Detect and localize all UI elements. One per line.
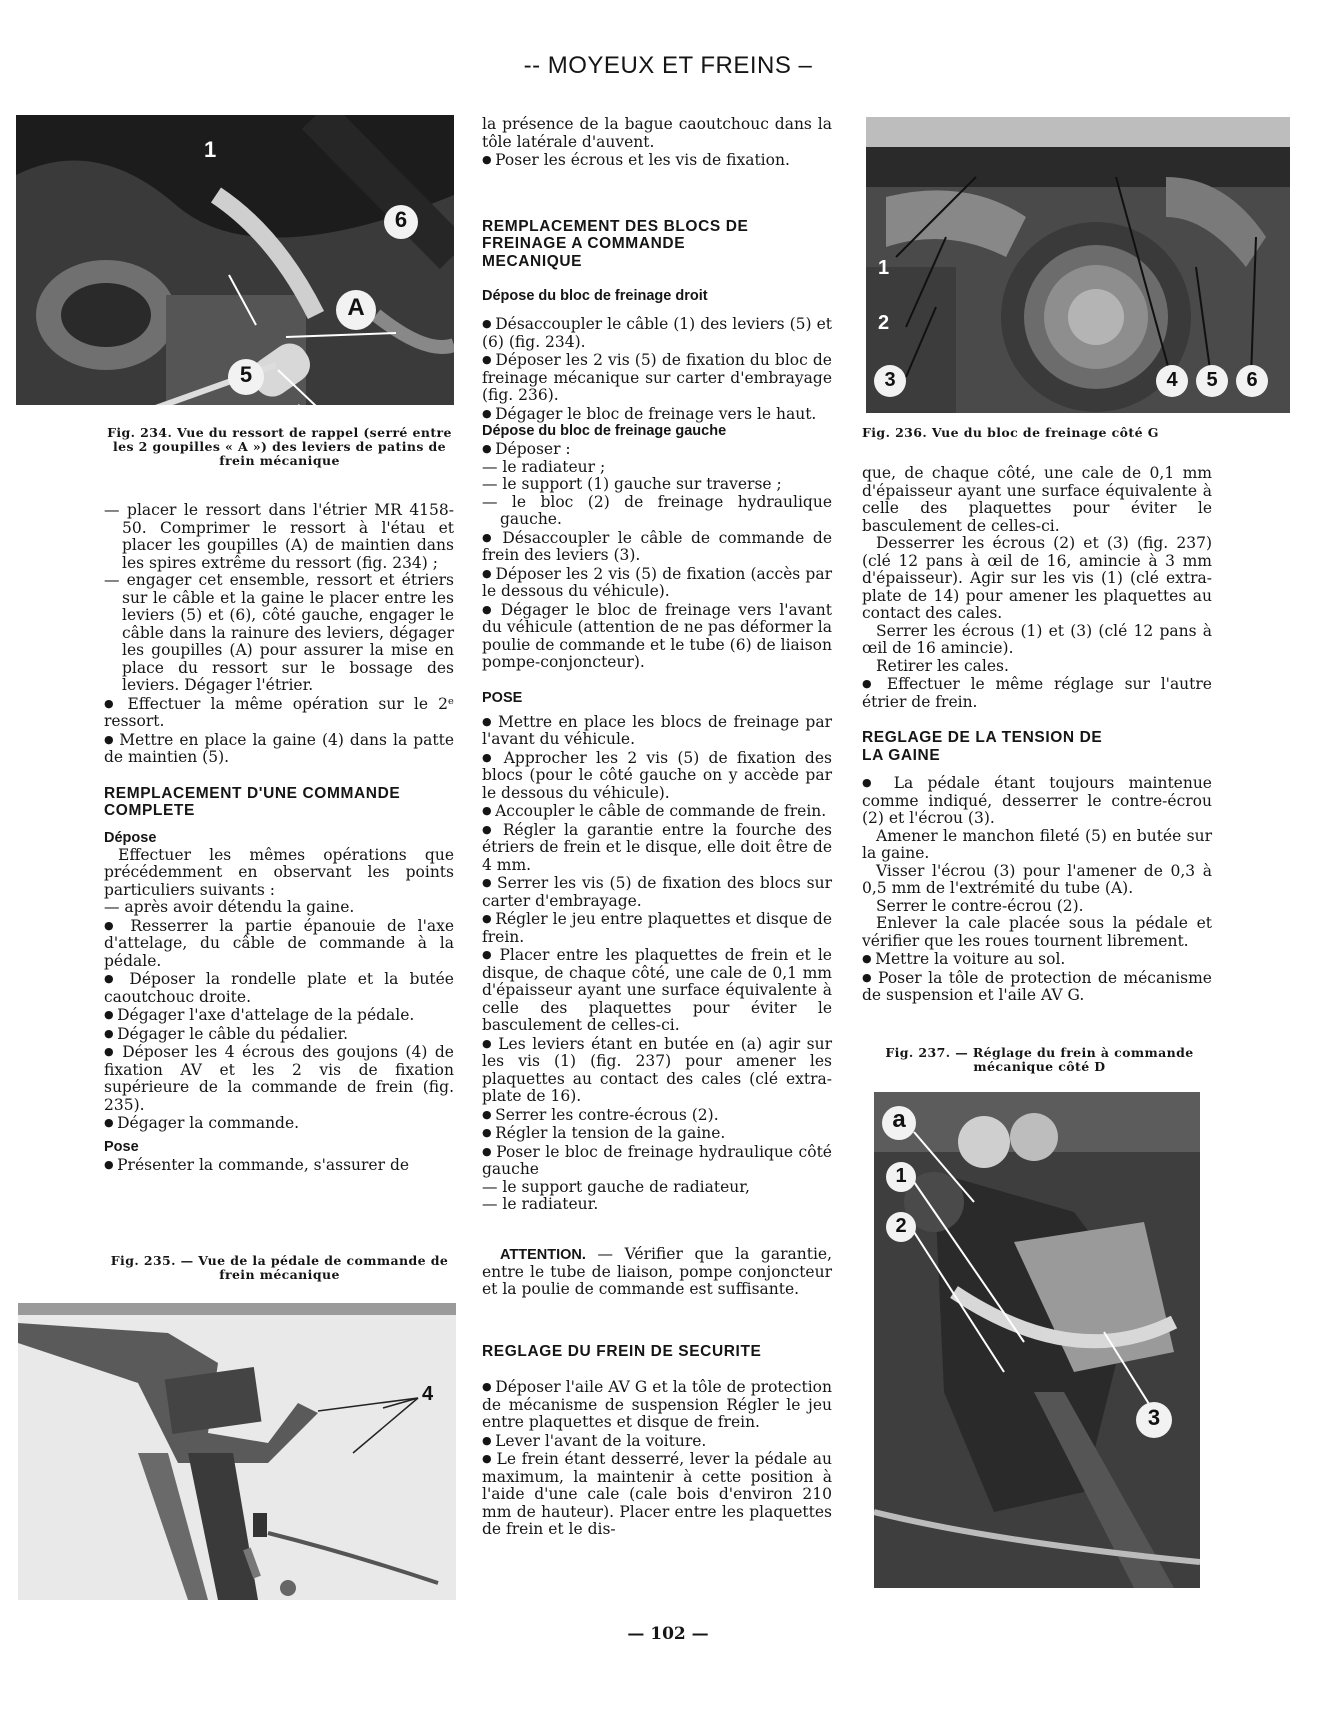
- list-item: — le support gauche de radiateur,: [482, 1177, 750, 1196]
- paragraph: Serrer les écrous (1) et (3) (clé 12 pans à œil de 16 amincie).: [862, 621, 1212, 657]
- section-heading: REGLAGE DE LA TENSION DE LA GAINE: [862, 729, 1103, 764]
- bullet-item: ● Dégager la commande.: [104, 1114, 454, 1133]
- paragraph: que, de chaque côté, une cale de 0,1 mm d'épaisseur ayant une surface équivalente à celle des plaquettes pour éviter le basculement de celles-ci.: [862, 464, 1212, 535]
- list-item: — le support (1) gauche sur traverse ;: [482, 475, 782, 493]
- list-item: — le bloc (2) de freinage hydraulique gauche.: [482, 492, 832, 528]
- fig237-label-3: 3: [1147, 1405, 1161, 1430]
- bullet-item: ● Présenter la commande, s'assurer de: [104, 1156, 454, 1175]
- section-heading: REMPLACEMENT DES BLOCS DE FREINAGE A COMMANDE MECANIQUE: [482, 217, 749, 270]
- paragraph: — placer le ressort dans l'étrier MR 4158-50. Comprimer le ressort à l'étau et placer les goupilles (A) de maintien dans les spires extrême du ressort (fig. 234) ;: [104, 501, 454, 572]
- paragraph: — après avoir détendu la gaine.: [104, 898, 355, 916]
- fig236-label-5: 5: [1206, 369, 1218, 391]
- fig237-label-2: 2: [895, 1215, 907, 1237]
- fig236-photo: [866, 117, 1290, 413]
- bullet-item: ● Mettre la voiture au sol.: [862, 950, 1212, 969]
- bullet-item: ● Dégager le câble du pédalier.: [104, 1025, 454, 1044]
- list-item: — le radiateur ;: [482, 457, 606, 476]
- bullet-item: ● Régler le jeu entre plaquettes et disque de frein.: [482, 910, 832, 946]
- fig234-caption: Fig. 234. Vue du ressort de rappel (serré entre les 2 goupilles « A ») des leviers de patins de frein mécanique: [107, 425, 452, 468]
- bullet-item: ● Lever l'avant de la voiture.: [482, 1432, 832, 1451]
- fig234-label-5: 5: [239, 362, 253, 387]
- fig237-photo: [874, 1092, 1200, 1588]
- bullet-item: ● Poser le bloc de freinage hydraulique côté gauche: [482, 1143, 832, 1179]
- subsection-heading: Pose: [104, 1138, 139, 1155]
- bullet-item: ● Effectuer le même réglage sur l'autre étrier de frein.: [862, 675, 1212, 711]
- bullet-item: ● Dégager le bloc de freinage vers le haut.: [482, 405, 832, 424]
- subsection-heading: Dépose: [104, 829, 157, 846]
- subsection-heading: POSE: [482, 689, 523, 706]
- bullet-item: ● Régler la tension de la gaine.: [482, 1124, 832, 1143]
- fig234-photo: [16, 115, 454, 405]
- fig236-caption: Fig. 236. Vue du bloc de freinage côté G: [862, 425, 1159, 440]
- fig236-label-3: 3: [884, 369, 896, 391]
- fig236-label-1: 1: [878, 257, 890, 279]
- bullet-item: ● Déposer les 4 écrous des goujons (4) de fixation AV et les 2 vis de fixation supérieure de la commande de frein (fig. 235).: [104, 1043, 454, 1114]
- paragraph: Visser l'écrou (3) pour l'amener de 0,3 à 0,5 mm de l'extrémité du tube (A).: [862, 861, 1212, 897]
- page-header: -- MOYEUX ET FREINS –: [523, 52, 813, 79]
- section-heading: REGLAGE DU FREIN DE SECURITE: [482, 1342, 762, 1360]
- column-middle: [482, 116, 832, 1539]
- bullet-item: ● Serrer les vis (5) de fixation des blocs sur carter d'embrayage.: [482, 874, 832, 910]
- section-heading: REMPLACEMENT D'UNE COMMANDE COMPLETE: [104, 784, 401, 819]
- bullet-item: ● Placer entre les plaquettes de frein et le disque, de chaque côté, une cale de 0,1 mm d'épaisseur ayant une surface équivalente à celle des plaquettes pour éviter le basculement de celles-ci.: [482, 946, 832, 1035]
- paragraph: Amener le manchon fileté (5) en butée sur la gaine.: [862, 826, 1212, 862]
- bullet-item: ● Régler la garantie entre la fourche des étriers de frein et le disque, elle doit être de 4 mm.: [482, 821, 832, 875]
- bullet-item: ● Dégager l'axe d'attelage de la pédale.: [104, 1006, 454, 1025]
- bullet-item: ● Dégager le bloc de freinage vers l'avant du véhicule (attention de ne pas déformer la poulie de commande et le tube (6) de liaison pompe-conjoncteur).: [482, 601, 832, 672]
- fig235-label-4: 4: [422, 1383, 434, 1405]
- bullet-item: ● Effectuer la même opération sur le 2ᵉ ressort.: [104, 695, 454, 731]
- bullet-item: ● Déposer l'aile AV G et la tôle de protection de mécanisme de suspension Régler le jeu entre plaquettes et disque de frein.: [482, 1378, 832, 1432]
- fig234-label-1: 1: [204, 137, 217, 162]
- subsection-heading: Dépose du bloc de freinage gauche: [482, 423, 727, 439]
- attention-note: [482, 1246, 832, 1299]
- fig236-label-6: 6: [1246, 369, 1258, 391]
- list-item: — le radiateur.: [482, 1195, 599, 1213]
- paragraph: Enlever la cale placée sous la pédale et vérifier que les roues tournent librement.: [862, 914, 1212, 950]
- page-number: — 102 —: [627, 1624, 709, 1644]
- fig234-label-a: A: [347, 294, 365, 321]
- fig237-label-1: 1: [895, 1165, 907, 1187]
- bullet-item: ● Désaccoupler le câble de commande de frein des leviers (3).: [482, 529, 832, 565]
- attention-text: — Vérifier que la garantie, entre le tube de liaison, pompe conjoncteur et la poulie de commande est suffisante.: [482, 1244, 833, 1298]
- bullet-item: ● Poser les écrous et les vis de fixation.: [482, 151, 832, 170]
- paragraph: Serrer le contre-écrou (2).: [876, 896, 1084, 915]
- fig236-label-2: 2: [878, 312, 890, 334]
- fig236-label-4: 4: [1166, 369, 1178, 391]
- bullet-item: ● Déposer les 2 vis (5) de fixation (accès par le dessous du véhicule).: [482, 565, 832, 601]
- column-left: [104, 502, 454, 1174]
- bullet-item: ● Les leviers étant en butée en (a) agir sur les vis (1) (fig. 237) pour amener les plaquettes au contact des cales (clé extra-plate de 16).: [482, 1035, 832, 1106]
- paragraph: — engager cet ensemble, ressort et étriers sur le câble et la gaine le placer entre les leviers (5) et (6), côté gauche, engager le câble dans la rainure des leviers, dégager les goupilles (A) pour assurer la mise en place du ressort sur le bossage des leviers. Dégager l'étrier.: [104, 571, 454, 694]
- bullet-item: ● Serrer les contre-écrous (2).: [482, 1106, 832, 1125]
- bullet-item: ● Déposer les 2 vis (5) de fixation du bloc de freinage mécanique sur carter d'embrayage (fig. 236).: [482, 351, 832, 405]
- bullet-item: ● Accoupler le câble de commande de frein.: [482, 802, 832, 821]
- paragraph: Retirer les cales.: [876, 656, 1009, 675]
- paragraph: la présence de la bague caoutchouc dans la tôle latérale d'auvent.: [482, 115, 832, 151]
- bullet-item: ● La pédale étant toujours maintenue comme indiqué, desserrer le contre-écrou (2) et l'écrou (3).: [862, 774, 1212, 828]
- bullet-item: ● Désaccoupler le câble (1) des leviers (5) et (6) (fig. 234).: [482, 315, 832, 351]
- bullet-item: ● Le frein étant desserré, lever la pédale au maximum, la maintenir à cette position à l'aide d'une cale (cale bois d'environ 210 mm de hauteur). Placer entre les plaquettes de frein et le dis-: [482, 1450, 832, 1539]
- bullet-item: ● Mettre en place les blocs de freinage par l'avant du véhicule.: [482, 713, 832, 749]
- bullet-item: ● Resserrer la partie épanouie de l'axe d'attelage, du câble de commande à la pédale.: [104, 917, 454, 971]
- paragraph: Desserrer les écrous (2) et (3) (fig. 237) (clé 12 pans à œil de 16, amincie à 3 mm d'épaisseur). Agir sur les vis (1) (clé extra-plate de 14) pour amener les plaquettes au contact des cales.: [862, 534, 1212, 622]
- fig237-label-a: a: [892, 1106, 906, 1133]
- fig235-photo: [18, 1303, 456, 1600]
- paragraph: Effectuer les mêmes opérations que précédemment en observant les points particuliers suivants :: [104, 845, 454, 899]
- fig237-caption: Fig. 237. — Réglage du frein à commande mécanique côté D: [885, 1045, 1194, 1074]
- bullet-item: ● Déposer la rondelle plate et la butée caoutchouc droite.: [104, 970, 454, 1006]
- subsection-heading: Dépose du bloc de freinage droit: [482, 288, 708, 304]
- fig234-label-6: 6: [394, 207, 408, 232]
- bullet-item: ● Approcher les 2 vis (5) de fixation des blocs (pour le côté gauche on y accède par le dessous du véhicule).: [482, 749, 832, 803]
- bullet-item: ● Mettre en place la gaine (4) dans la patte de maintien (5).: [104, 731, 454, 767]
- column-right: [862, 465, 1212, 1005]
- bullet-item: ● Poser la tôle de protection de mécanisme de suspension et l'aile AV G.: [862, 969, 1212, 1005]
- fig235-caption: Fig. 235. — Vue de la pédale de commande de frein mécanique: [110, 1253, 449, 1282]
- attention-label: ATTENTION.: [500, 1246, 586, 1263]
- bullet-item: ● Déposer :: [482, 440, 832, 459]
